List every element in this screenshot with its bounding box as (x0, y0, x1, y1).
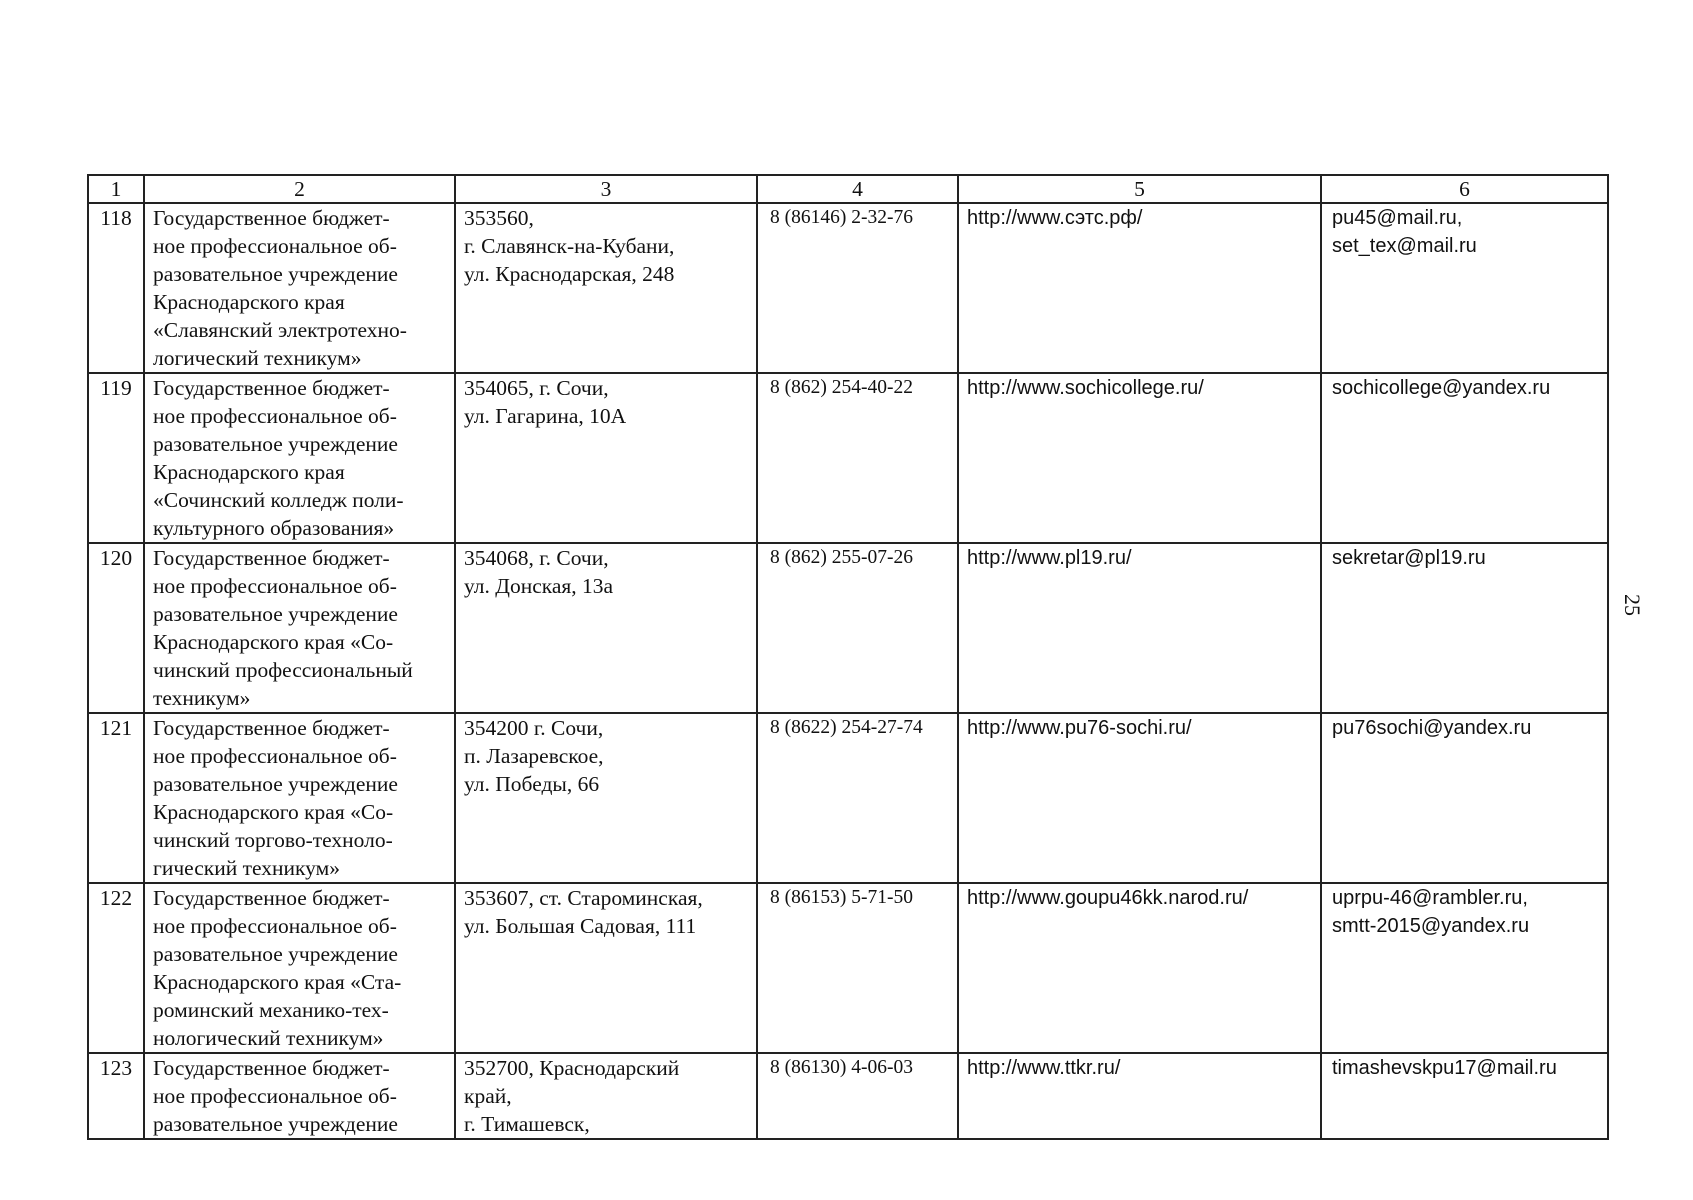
institution-name (144, 1053, 455, 1139)
website-link[interactable]: http://www.ttkr.ru/ (958, 1053, 1321, 1139)
header-cell-5: 5 (958, 175, 1321, 203)
address (455, 883, 757, 1053)
name-line: Государственное бюджет- (153, 886, 390, 910)
email (1321, 203, 1608, 373)
email-link[interactable]: timashevskpu17@mail.ru (1332, 1057, 1557, 1079)
table-row (88, 543, 1608, 713)
name-line: нологический техникум» (153, 1026, 384, 1050)
address-line: ул. Победы, 66 (464, 772, 600, 796)
row-number: 123 (88, 1053, 144, 1139)
phone: 8 (86153) 5-71-50 (757, 883, 958, 1053)
address (455, 1053, 757, 1139)
row-number: 119 (88, 373, 144, 543)
email-link[interactable]: pu45@mail.ru, (1332, 207, 1463, 229)
name-line: Государственное бюджет- (153, 546, 390, 570)
name-line: Государственное бюджет- (153, 1056, 390, 1080)
name-line: Государственное бюджет- (153, 716, 390, 740)
table-row (88, 1053, 1608, 1139)
email-link[interactable]: sochicollege@yandex.ru (1332, 377, 1551, 399)
name-line: разовательное учреждение (153, 262, 398, 286)
phone: 8 (8622) 254-27-74 (757, 713, 958, 883)
table-body (88, 203, 1608, 1139)
page-number: 25 (1620, 594, 1645, 616)
name-line: Краснодарского края (153, 290, 345, 314)
email-link[interactable]: pu76sochi@yandex.ru (1332, 717, 1532, 739)
address-line: 353560, (464, 206, 534, 230)
email-link[interactable]: uprpu-46@rambler.ru, (1332, 887, 1528, 909)
address-line: 354065, г. Сочи, (464, 376, 609, 400)
name-line: чинский торгово-техноло- (153, 828, 393, 852)
website-link[interactable]: http://www.сэтс.рф/ (958, 203, 1321, 373)
row-number: 118 (88, 203, 144, 373)
header-cell-1: 1 (88, 175, 144, 203)
institution-name (144, 203, 455, 373)
name-line: ное профессиональное об- (153, 744, 397, 768)
email-link[interactable]: set_tex@mail.ru (1332, 235, 1477, 257)
row-number: 121 (88, 713, 144, 883)
institution-name (144, 883, 455, 1053)
name-line: «Сочинский колледж поли- (153, 488, 404, 512)
website-link[interactable]: http://www.pu76-sochi.ru/ (958, 713, 1321, 883)
address-line: ул. Гагарина, 10А (464, 404, 627, 428)
header-cell-4: 4 (757, 175, 958, 203)
address-line: ул. Донская, 13а (464, 574, 614, 598)
name-line: Краснодарского края «Со- (153, 800, 394, 824)
name-line: ное профессиональное об- (153, 914, 397, 938)
address (455, 543, 757, 713)
name-line: роминский механико-тех- (153, 998, 389, 1022)
email (1321, 883, 1608, 1053)
name-line: техникум» (153, 686, 251, 710)
address-line: 354200 г. Сочи, (464, 716, 604, 740)
address (455, 203, 757, 373)
address-line: ул. Большая Садовая, 111 (464, 914, 697, 938)
address-line: г. Тимашевск, (464, 1112, 590, 1136)
email-link[interactable]: smtt-2015@yandex.ru (1332, 915, 1530, 937)
address-line: г. Славянск-на-Кубани, (464, 234, 675, 258)
row-number: 122 (88, 883, 144, 1053)
name-line: Краснодарского края «Ста- (153, 970, 402, 994)
row-number: 120 (88, 543, 144, 713)
address (455, 713, 757, 883)
table-row (88, 713, 1608, 883)
name-line: ное профессиональное об- (153, 404, 397, 428)
address-line: ул. Краснодарская, 248 (464, 262, 675, 286)
website-link[interactable]: http://www.goupu46kk.narod.ru/ (958, 883, 1321, 1053)
address (455, 373, 757, 543)
name-line: Государственное бюджет- (153, 206, 390, 230)
phone: 8 (86146) 2-32-76 (757, 203, 958, 373)
table-row (88, 203, 1608, 373)
address-line: 354068, г. Сочи, (464, 546, 609, 570)
name-line: разовательное учреждение (153, 772, 398, 796)
institution-name (144, 543, 455, 713)
name-line: «Славянский электротехно- (153, 318, 407, 342)
address-line: 353607, ст. Староминская, (464, 886, 703, 910)
name-line: разовательное учреждение (153, 432, 398, 456)
email (1321, 1053, 1608, 1139)
institutions-table (87, 174, 1609, 1140)
header-row (88, 175, 1608, 203)
phone: 8 (862) 255-07-26 (757, 543, 958, 713)
name-line: разовательное учреждение (153, 942, 398, 966)
address-line: п. Лазаревское, (464, 744, 604, 768)
name-line: ное профессиональное об- (153, 1084, 397, 1108)
email (1321, 373, 1608, 543)
name-line: ное профессиональное об- (153, 574, 397, 598)
name-line: логический техникум» (153, 346, 362, 370)
name-line: разовательное учреждение (153, 1112, 398, 1136)
institution-name (144, 713, 455, 883)
website-link[interactable]: http://www.pl19.ru/ (958, 543, 1321, 713)
table-row (88, 883, 1608, 1053)
header-cell-6: 6 (1321, 175, 1608, 203)
name-line: Краснодарского края (153, 460, 345, 484)
name-line: чинский профессиональный (153, 658, 413, 682)
institution-name (144, 373, 455, 543)
name-line: гический техникум» (153, 856, 340, 880)
name-line: культурного образования» (153, 516, 395, 540)
email (1321, 713, 1608, 883)
header-cell-2: 2 (144, 175, 455, 203)
name-line: Краснодарского края «Со- (153, 630, 394, 654)
phone: 8 (862) 254-40-22 (757, 373, 958, 543)
header-cell-3: 3 (455, 175, 757, 203)
table-row (88, 373, 1608, 543)
address-line: 352700, Краснодарский (464, 1056, 680, 1080)
email-link[interactable]: sekretar@pl19.ru (1332, 547, 1486, 569)
name-line: Государственное бюджет- (153, 376, 390, 400)
name-line: ное профессиональное об- (153, 234, 397, 258)
email (1321, 543, 1608, 713)
address-line: край, (464, 1084, 512, 1108)
website-link[interactable]: http://www.sochicollege.ru/ (958, 373, 1321, 543)
name-line: разовательное учреждение (153, 602, 398, 626)
phone: 8 (86130) 4-06-03 (757, 1053, 958, 1139)
